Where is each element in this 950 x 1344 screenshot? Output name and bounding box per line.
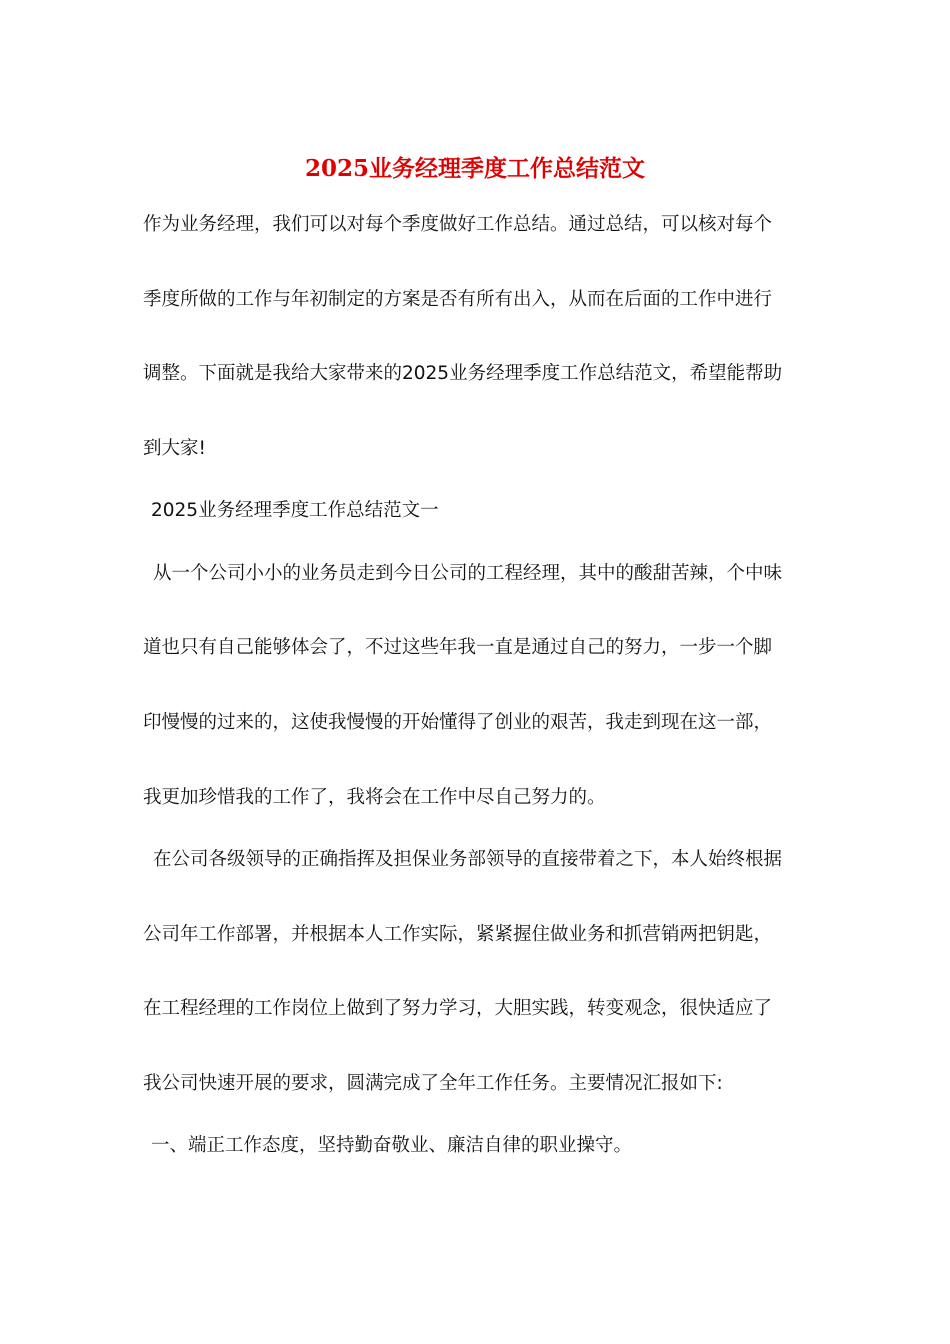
document-title: 2025业务经理季度工作总结范文 <box>304 155 645 182</box>
paragraph-line: 在公司各级领导的正确指挥及担保业务部领导的直接带着之下，本人始终根据 <box>153 849 783 870</box>
section-heading: 2025业务经理季度工作总结范文一 <box>151 500 439 521</box>
paragraph-line: 印慢慢的过来的，这使我慢慢的开始懂得了创业的艰苦，我走到现在这一部， <box>143 712 773 733</box>
paragraph-line: 我公司快速开展的要求，圆满完成了全年工作任务。主要情况汇报如下: <box>143 1073 723 1094</box>
paragraph-line: 在工程经理的工作岗位上做到了努力学习，大胆实践，转变观念，很快适应了 <box>143 998 773 1019</box>
paragraph-line: 我更加珍惜我的工作了，我将会在工作中尽自己努力的。 <box>143 787 606 808</box>
paragraph-line: 调整。下面就是我给大家带来的2025业务经理季度工作总结范文，希望能帮助 <box>143 363 783 384</box>
paragraph-line: 道也只有自己能够体会了，不过这些年我一直是通过自己的努力，一步一个脚 <box>143 637 773 658</box>
paragraph-line: 季度所做的工作与年初制定的方案是否有所有出入，从而在后面的工作中进行 <box>143 289 773 310</box>
paragraph-line: 作为业务经理，我们可以对每个季度做好工作总结。通过总结，可以核对每个 <box>143 214 773 235</box>
paragraph-line: 从一个公司小小的业务员走到今日公司的工程经理，其中的酸甜苦辣，个中味 <box>153 563 783 584</box>
section-heading: 一、端正工作态度，坚持勤奋敬业、廉洁自律的职业操守。 <box>151 1135 633 1156</box>
paragraph-line: 到大家! <box>143 438 206 459</box>
paragraph-line: 公司年工作部署，并根据本人工作实际，紧紧握住做业务和抓营销两把钥匙， <box>143 924 773 945</box>
